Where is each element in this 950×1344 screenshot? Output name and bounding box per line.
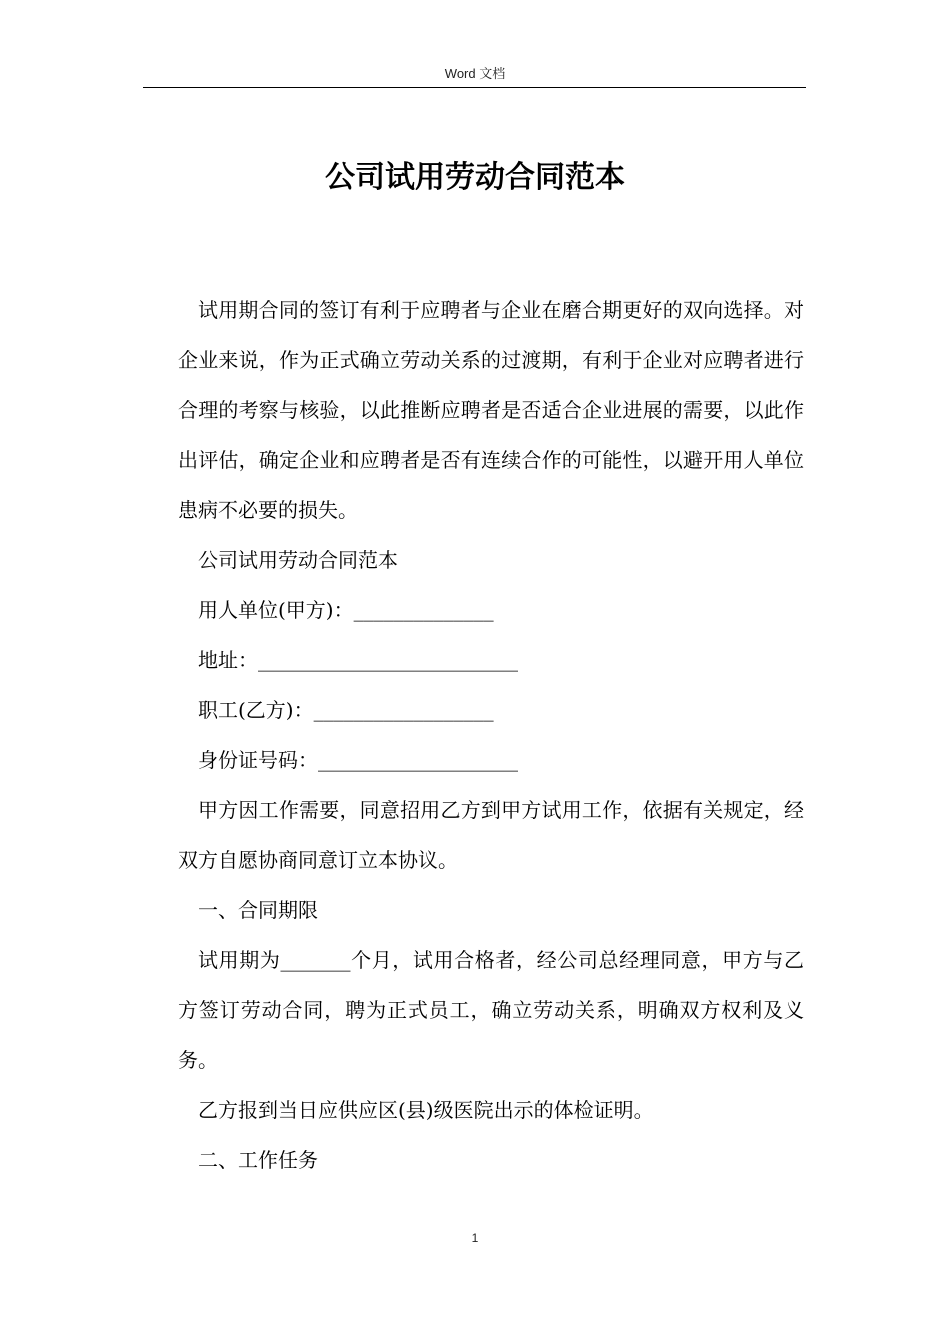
agreement-paragraph: 甲方因工作需要，同意招用乙方到甲方试用工作，依据有关规定，经双方自愿协商同意订立本协议。 xyxy=(178,798,804,872)
employee-field-line: 职工(乙方)：__________________ xyxy=(198,698,494,722)
page-header: Word 文档 xyxy=(444,66,506,81)
document-title: 公司试用劳动合同范本 xyxy=(325,160,625,195)
section-heading-tasks: 二、工作任务 xyxy=(198,1148,318,1172)
document-body xyxy=(178,285,804,1185)
employer-field-line: 用人单位(甲方)：______________ xyxy=(198,598,494,622)
probation-paragraph: 试用期为_______个月，试用合格者，经公司总经理同意，甲方与乙方签订劳动合同，聘为正式员工，确立劳动关系，明确双方权利及义务。 xyxy=(178,948,804,1072)
intro-paragraph: 试用期合同的签订有利于应聘者与企业在磨合期更好的双向选择。对企业来说，作为正式确立劳动关系的过渡期，有利于企业对应聘者进行合理的考察与核验，以此推断应聘者是否适合企业进展的需要，以此作出评估，确定企业和应聘者是否有连续合作的可能性，以避开用人单位患病不必要的损失。 xyxy=(178,298,804,522)
address-field-line: 地址：__________________________ xyxy=(198,648,518,672)
id-number-field-line: 身份证号码：____________________ xyxy=(198,748,518,772)
health-certificate-paragraph: 乙方报到当日应供应区(县)级医院出示的体检证明。 xyxy=(198,1098,654,1122)
page-number: 1 xyxy=(471,1231,479,1245)
contract-name-line: 公司试用劳动合同范本 xyxy=(198,548,398,572)
header-divider xyxy=(143,87,806,88)
section-heading-term: 一、合同期限 xyxy=(198,898,318,922)
